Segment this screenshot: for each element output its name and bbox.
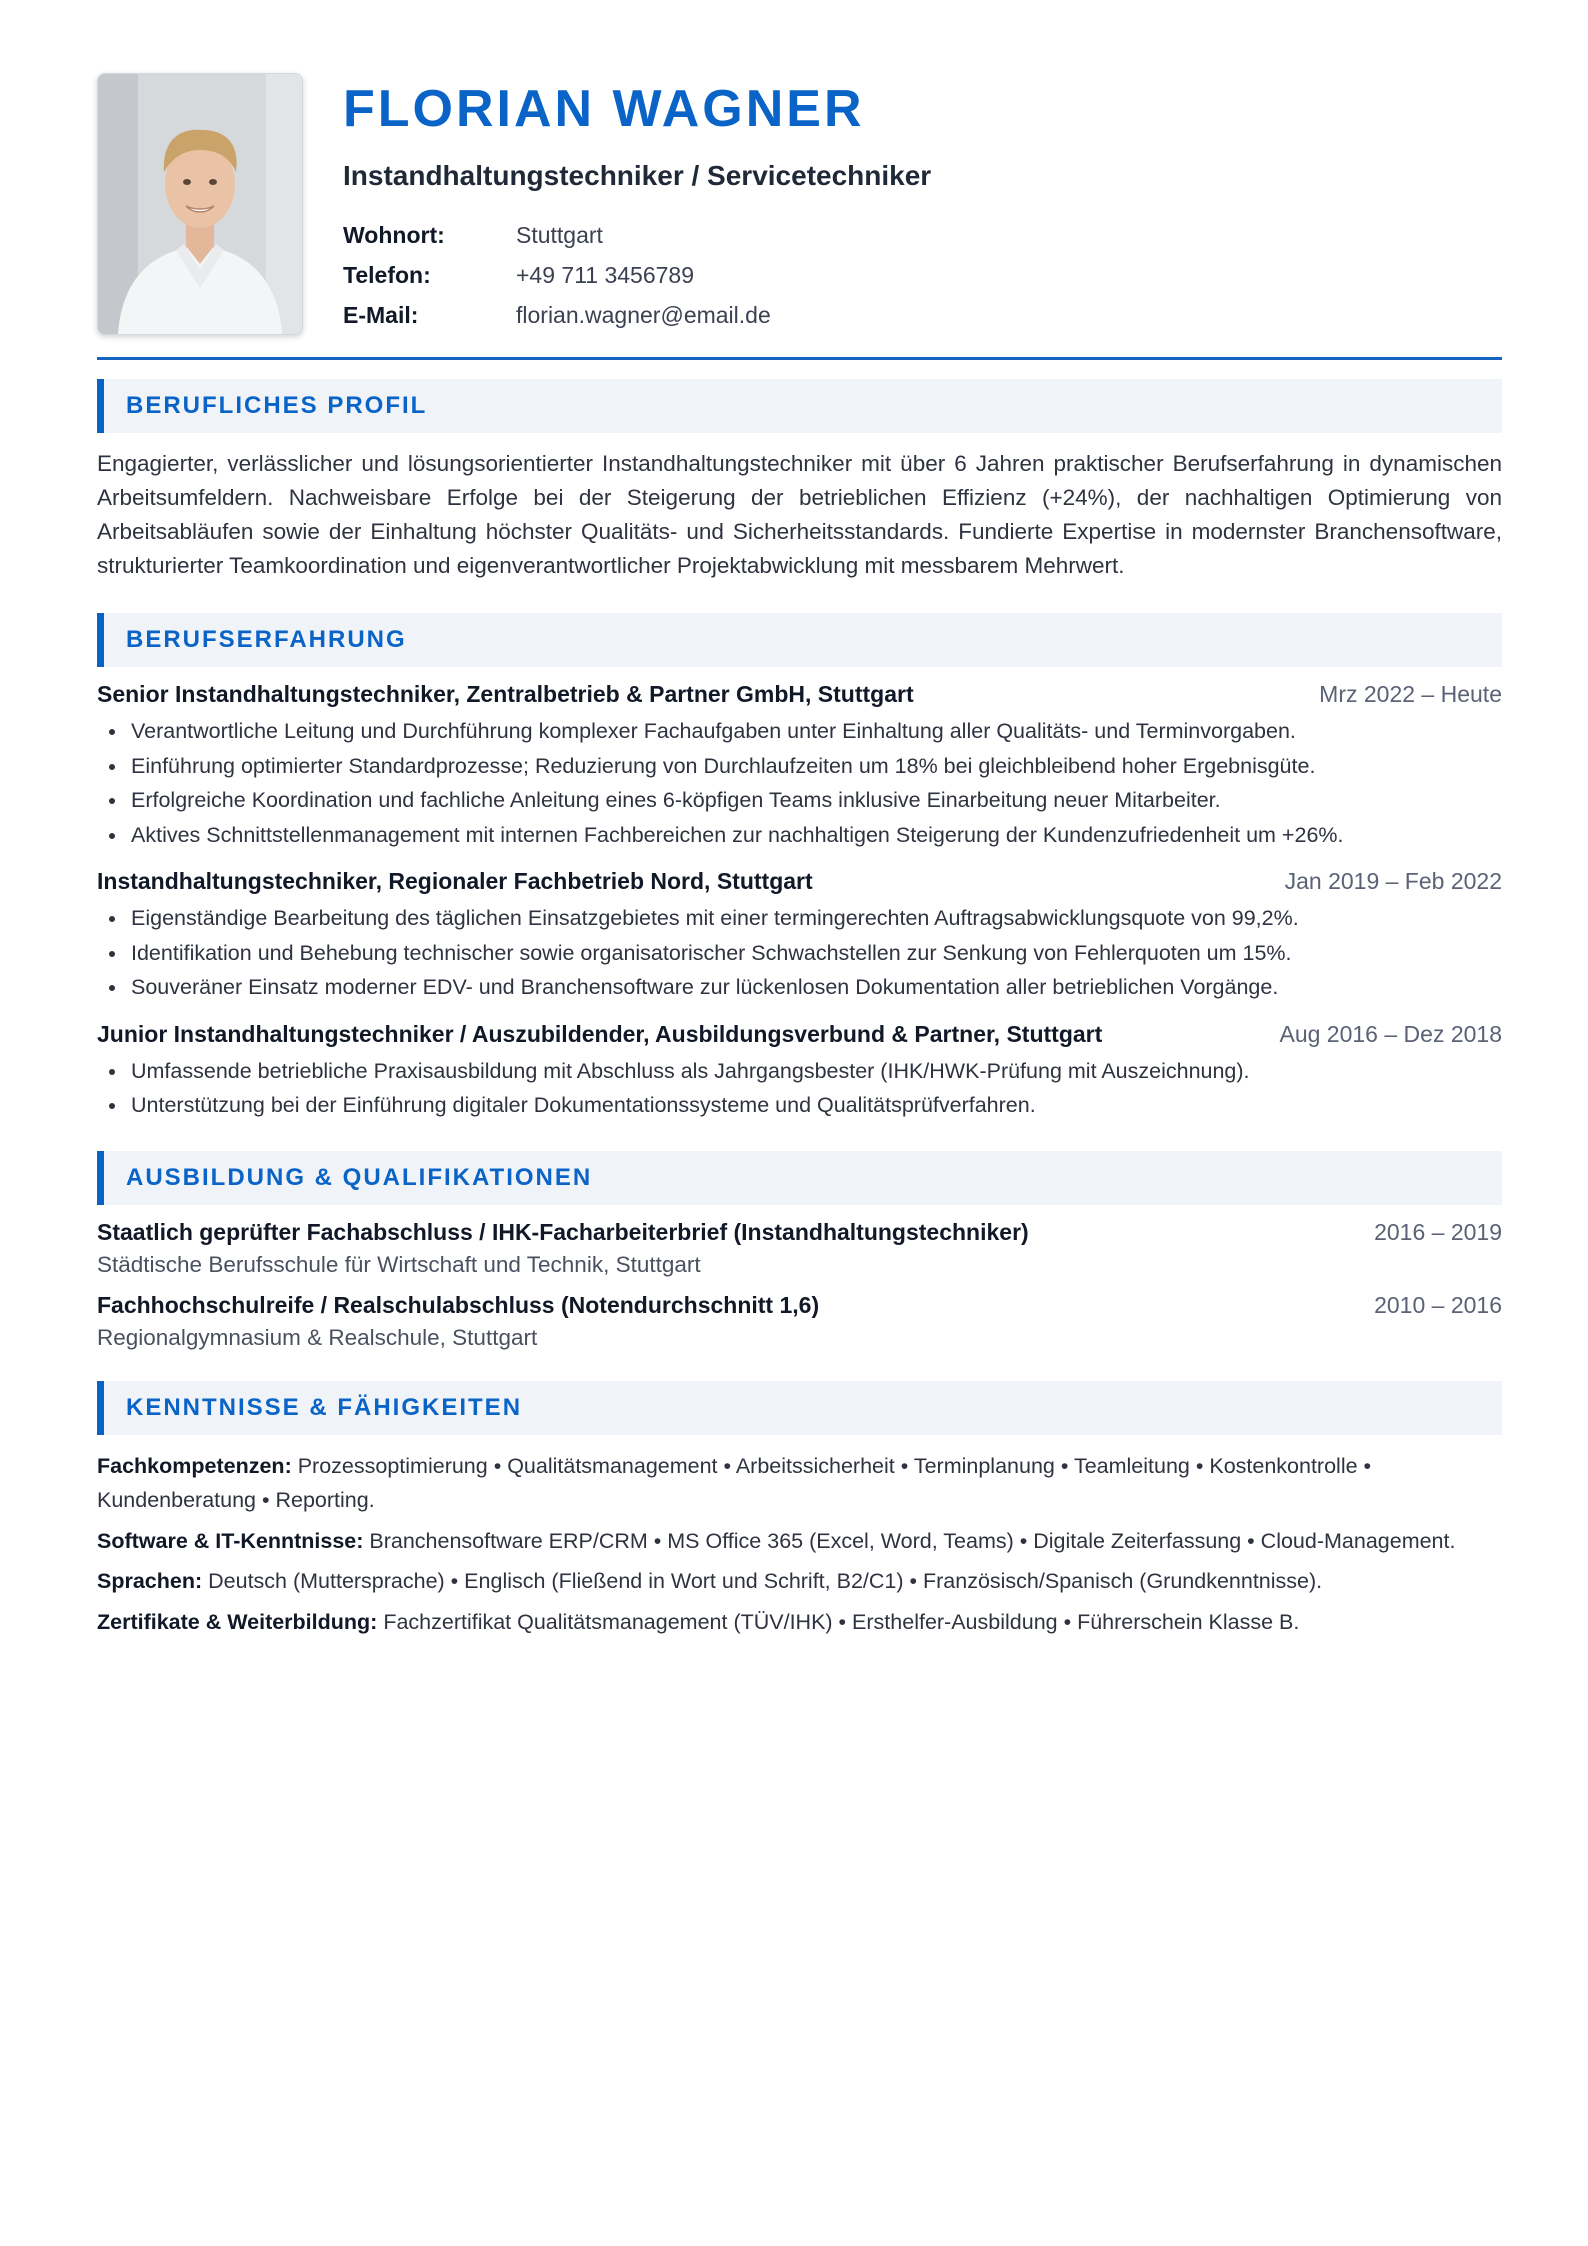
experience-entry: [97, 1021, 1502, 1123]
section-heading-experience: [97, 613, 1502, 667]
contact-label: Telefon:: [343, 261, 431, 288]
bullet-item: Umfassende betriebliche Praxisausbildung mit Abschluss als Jahrgangsbester (IHK/HWK-Prüfung mit Auszeichnung).: [97, 1054, 1502, 1089]
bullet-item: Verantwortliche Leitung und Durchführung komplexer Fachaufgaben unter Einhaltung aller Qualitäts- und Terminvorgaben.: [97, 714, 1502, 749]
skill-text: Fachzertifikat Qualitätsmanagement (TÜV/IHK) • Ersthelfer-Ausbildung • Führerschein Klasse B.: [383, 1609, 1300, 1634]
contact-row-location: [343, 215, 771, 255]
section-title: BERUFSERFAHRUNG: [126, 626, 407, 653]
bullet-item: Erfolgreiche Koordination und fachliche Anleitung eines 6-köpfigen Teams inklusive Einarbeitung neuer Mitarbeiter.: [97, 783, 1502, 818]
contact-row-phone: [343, 255, 771, 295]
experience-section: [97, 613, 1502, 1123]
skills-list: [97, 1449, 1502, 1640]
skill-row: [97, 1449, 1502, 1518]
job-date: Mrz 2022 – Heute: [1319, 681, 1502, 707]
section-title: KENNTNISSE & FÄHIGKEITEN: [126, 1393, 523, 1421]
skill-row: [97, 1564, 1502, 1599]
bullet-item: Souveräner Einsatz moderner EDV- und Branchensoftware zur lückenlosen Dokumentation aller betrieblichen Vorgänge.: [97, 970, 1502, 1005]
job-title: Instandhaltungstechniker, Regionaler Fachbetrieb Nord, Stuttgart: [97, 868, 813, 894]
skill-label: Fachkompetenzen:: [97, 1453, 292, 1478]
education-section: [97, 1151, 1502, 1351]
bullet-item: Eigenständige Bearbeitung des täglichen Einsatzgebietes mit einer termingerechten Auftragsabwicklungsquote von 99,2%.: [97, 901, 1502, 936]
resume-header: [97, 73, 1502, 333]
skill-label: Software & IT-Kenntnisse:: [97, 1528, 364, 1553]
contact-block: [343, 215, 771, 335]
profile-text: Engagierter, verlässlicher und lösungsorientierter Instandhaltungstechniker mit über 6 Jahren praktischer Berufserfahrung in dynamischen Arbeitsumfeldern. Nachweisbare Erfolge bei der Steigerung der betrieblichen Effizienz (+24%), der nachhaltigen Optimierung von Arbeitsabläufen sowie der Einhaltung höchster Qualitäts- und Sicherheitsstandards. Fundierte Expertise in modernster Branchensoftware, strukturierter Teamkoordination und eigenverantwortlicher Projektabwicklung mit messbarem Mehrwert.: [97, 451, 1502, 578]
experience-entry: [97, 681, 1502, 852]
candidate-name: FLORIAN WAGNER: [343, 80, 865, 138]
education-date: 2016 – 2019: [1374, 1218, 1502, 1245]
section-heading-skills: [97, 1381, 1502, 1435]
skill-row: [97, 1605, 1502, 1640]
phone-value: +49 711 3456789: [516, 261, 695, 288]
section-heading-profile: [97, 379, 1502, 433]
bullet-item: Identifikation und Behebung technischer sowie organisatorischer Schwachstellen zur Senkung von Fehlerquoten um 15%.: [97, 936, 1502, 971]
profile-section: [97, 379, 1502, 583]
header-divider: [97, 357, 1502, 360]
section-title: AUSBILDUNG & QUALIFIKATIONEN: [126, 1163, 593, 1191]
skill-text: Branchensoftware ERP/CRM • MS Office 365 (Excel, Word, Teams) • Digitale Zeiterfassung • Cloud-Management.: [369, 1528, 1456, 1553]
experience-entry: [97, 868, 1502, 1005]
skill-label: Sprachen:: [97, 1569, 203, 1593]
skill-text: Deutsch (Muttersprache) • Englisch (Fließend in Wort und Schrift, B2/C1) • Französisch/Spanisch (Grundkenntnisse).: [208, 1569, 1323, 1593]
job-bullets: [97, 901, 1502, 1005]
job-date: Aug 2016 – Dez 2018: [1279, 1020, 1502, 1047]
education-school: Städtische Berufsschule für Wirtschaft und Technik, Stuttgart: [97, 1251, 701, 1277]
skill-row: [97, 1524, 1502, 1559]
job-title: Senior Instandhaltungstechniker, Zentralbetrieb & Partner GmbH, Stuttgart: [97, 681, 914, 707]
education-school: Regionalgymnasium & Realschule, Stuttgart: [97, 1324, 538, 1350]
email-value: florian.wagner@email.de: [516, 301, 771, 328]
job-date: Jan 2019 – Feb 2022: [1284, 868, 1502, 894]
job-header: [97, 1021, 1502, 1048]
education-title: Staatlich geprüfter Fachabschluss / IHK-Facharbeiterbrief (Instandhaltungstechniker): [97, 1218, 1029, 1245]
profile-photo: [97, 73, 303, 335]
contact-label: E-Mail:: [343, 301, 419, 328]
skills-section: [97, 1381, 1502, 1640]
candidate-title: Instandhaltungstechniker / Servicetechniker: [343, 160, 932, 191]
resume-page: [97, 73, 1502, 1639]
job-header: [97, 868, 1502, 895]
job-title: Junior Instandhaltungstechniker / Auszubildender, Ausbildungsverbund & Partner, Stuttgart: [97, 1020, 1103, 1047]
bullet-item: Einführung optimierter Standardprozesse; Reduzierung von Durchlaufzeiten um 18% bei gleichbleibend hoher Ergebnisgüte.: [97, 749, 1502, 784]
job-bullets: [97, 1054, 1502, 1123]
section-title: BERUFLICHES PROFIL: [126, 392, 428, 419]
education-header: [97, 1292, 1502, 1319]
section-heading-education: [97, 1151, 1502, 1205]
education-entry: [97, 1292, 1502, 1351]
skill-label: Zertifikate & Weiterbildung:: [97, 1609, 378, 1634]
education-title: Fachhochschulreife / Realschulabschluss (Notendurchschnitt 1,6): [97, 1291, 820, 1318]
skill-text: Prozessoptimierung • Qualitätsmanagement • Arbeitssicherheit • Terminplanung • Teamleitung • Kostenkontrolle • Kundenberatung • Reporting.: [97, 1453, 1372, 1512]
job-bullets: [97, 714, 1502, 852]
contact-label: Wohnort:: [343, 221, 445, 248]
education-date: 2010 – 2016: [1374, 1291, 1502, 1318]
job-header: [97, 681, 1502, 708]
bullet-item: Aktives Schnittstellenmanagement mit internen Fachbereichen zur nachhaltigen Steigerung der Kundenzufriedenheit um +26%.: [97, 818, 1502, 853]
bullet-item: Unterstützung bei der Einführung digitaler Dokumentationssysteme und Qualitätsprüfverfahren.: [97, 1088, 1502, 1123]
education-entry: [97, 1219, 1502, 1278]
portrait-illustration: [98, 74, 302, 334]
contact-row-email: [343, 295, 771, 335]
education-header: [97, 1219, 1502, 1246]
location-value: Stuttgart: [516, 221, 603, 248]
